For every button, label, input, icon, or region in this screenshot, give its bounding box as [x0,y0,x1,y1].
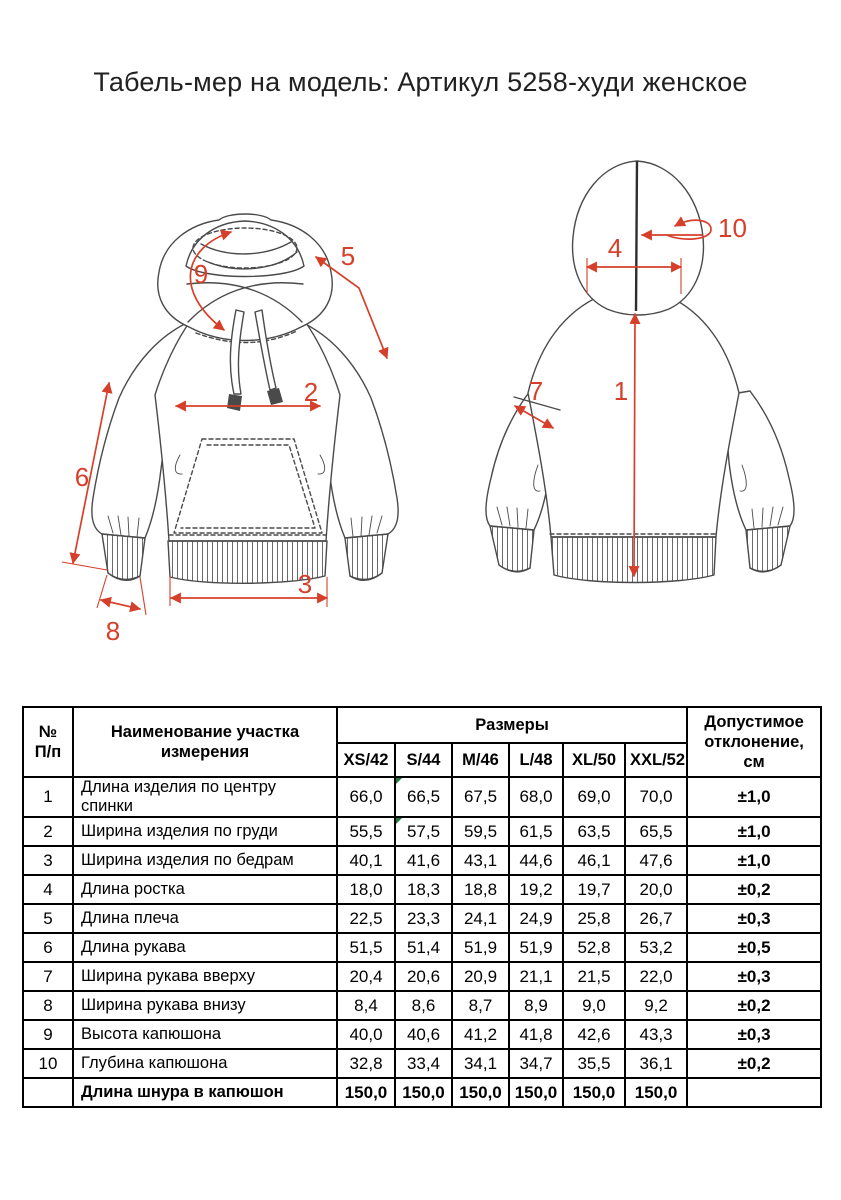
column-header-name: Наименование участка измерения [73,707,337,777]
row-value: 65,5 [625,817,687,846]
row-num: 4 [23,875,73,904]
table-row [23,904,821,933]
row-tolerance: ±0,3 [687,1020,821,1049]
size-header-xs42: XS/42 [337,743,395,777]
row-name: Ширина изделия по груди [73,817,337,846]
row-value: 19,7 [563,875,625,904]
row-value: 20,0 [625,875,687,904]
row-tolerance [687,1078,821,1107]
size-header-xxl52: XXL/52 [625,743,687,777]
row-value: 68,0 [509,777,563,817]
row-name: Ширина изделия по бедрам [73,846,337,875]
row-tolerance: ±1,0 [687,777,821,817]
row-name: Ширина рукава внизу [73,991,337,1020]
row-value: 24,1 [452,904,509,933]
table-row [23,991,821,1020]
table-row [23,777,821,817]
row-value: 51,9 [452,933,509,962]
row-num: 8 [23,991,73,1020]
row-name: Длина шнура в капюшон [73,1078,337,1107]
dim-label-sleeve-top-width: 7 [528,376,544,406]
page-title: Табель-мер на модель: Артикул 5258-худи женское [93,67,748,98]
row-value: 19,2 [509,875,563,904]
column-header-sizes-group: Размеры [337,707,687,743]
row-value: 51,5 [337,933,395,962]
row-num: 3 [23,846,73,875]
row-value: 41,6 [395,846,452,875]
row-value: 51,4 [395,933,452,962]
row-value: 20,4 [337,962,395,991]
row-name: Длина рукава [73,933,337,962]
row-value: 150,0 [509,1078,563,1107]
row-value: 32,8 [337,1049,395,1078]
row-value: 150,0 [563,1078,625,1107]
row-num: 10 [23,1049,73,1078]
row-value: 40,0 [337,1020,395,1049]
row-num: 9 [23,1020,73,1049]
row-value: 69,0 [563,777,625,817]
row-value: 25,8 [563,904,625,933]
row-value: 43,1 [452,846,509,875]
row-name: Высота капюшона [73,1020,337,1049]
row-value: 9,2 [625,991,687,1020]
row-value: 66,0 [337,777,395,817]
size-header-m46: M/46 [452,743,509,777]
row-value: 150,0 [337,1078,395,1107]
table-row [23,1020,821,1049]
dim-label-hem-width: 3 [297,569,313,599]
row-value: 21,5 [563,962,625,991]
back-hood [573,161,704,315]
row-name: Глубина капюшона [73,1049,337,1078]
row-value: 53,2 [625,933,687,962]
row-value: 52,8 [563,933,625,962]
row-value: 26,7 [625,904,687,933]
row-value: 9,0 [563,991,625,1020]
row-value: 66,5 [395,777,452,817]
column-header-number: № П/п [23,707,73,777]
row-value: 59,5 [452,817,509,846]
row-value: 40,1 [337,846,395,875]
row-tolerance: ±0,2 [687,1049,821,1078]
row-value: 61,5 [509,817,563,846]
row-value: 42,6 [563,1020,625,1049]
dim-label-hood-depth: 10 [718,213,747,243]
row-num: 2 [23,817,73,846]
column-header-tolerance: Допустимое отклонение, см [687,707,821,777]
dim-label-hood-height: 9 [193,259,209,289]
row-value: 41,8 [509,1020,563,1049]
row-tolerance: ±0,3 [687,962,821,991]
table-row [23,846,821,875]
row-value: 35,5 [563,1049,625,1078]
front-view-drawing [55,145,445,645]
dim-label-back-length: 1 [613,376,629,406]
row-value: 8,7 [452,991,509,1020]
row-name: Ширина рукава вверху [73,962,337,991]
row-value: 55,5 [337,817,395,846]
row-value: 24,9 [509,904,563,933]
back-view-drawing [450,145,840,645]
table-row [23,1078,821,1107]
row-tolerance: ±0,3 [687,904,821,933]
size-header-s44: S/44 [395,743,452,777]
row-tolerance: ±0,5 [687,933,821,962]
table-row [23,875,821,904]
row-num: 7 [23,962,73,991]
size-header-xl50: XL/50 [563,743,625,777]
row-value: 18,8 [452,875,509,904]
dim-label-sleeve-length: 6 [74,462,90,492]
row-num [23,1078,73,1107]
row-tolerance: ±0,2 [687,991,821,1020]
row-num: 5 [23,904,73,933]
row-value: 67,5 [452,777,509,817]
row-name: Длина ростка [73,875,337,904]
row-value: 150,0 [452,1078,509,1107]
row-value: 40,6 [395,1020,452,1049]
dim-label-hood-width: 4 [607,233,623,263]
row-value: 34,7 [509,1049,563,1078]
dim-label-cuff-width: 8 [105,616,121,645]
row-value: 44,6 [509,846,563,875]
front-hood [158,214,333,343]
row-value: 8,6 [395,991,452,1020]
row-value: 33,4 [395,1049,452,1078]
measurement-table [22,706,822,1108]
table-row [23,1049,821,1078]
row-num: 1 [23,777,73,817]
row-value: 20,9 [452,962,509,991]
row-num: 6 [23,933,73,962]
table-row [23,962,821,991]
row-value: 8,9 [509,991,563,1020]
row-value: 23,3 [395,904,452,933]
row-value: 22,0 [625,962,687,991]
row-name: Длина плеча [73,904,337,933]
row-name: Длина изделия по центру спинки [73,777,337,817]
row-value: 20,6 [395,962,452,991]
row-value: 150,0 [625,1078,687,1107]
dim-label-shoulder-length: 5 [340,241,356,271]
row-value: 70,0 [625,777,687,817]
row-value: 18,0 [337,875,395,904]
table-row [23,933,821,962]
table-row [23,817,821,846]
row-value: 22,5 [337,904,395,933]
row-value: 150,0 [395,1078,452,1107]
row-value: 21,1 [509,962,563,991]
row-value: 8,4 [337,991,395,1020]
row-value: 43,3 [625,1020,687,1049]
row-value: 51,9 [509,933,563,962]
row-value: 34,1 [452,1049,509,1078]
back-body [514,295,739,583]
row-value: 41,2 [452,1020,509,1049]
size-header-l48: L/48 [509,743,563,777]
row-value: 36,1 [625,1049,687,1078]
row-value: 57,5 [395,817,452,846]
row-value: 46,1 [563,846,625,875]
row-value: 63,5 [563,817,625,846]
front-body [155,320,340,583]
row-tolerance: ±0,2 [687,875,821,904]
table-body [23,777,821,1107]
row-value: 47,6 [625,846,687,875]
row-value: 18,3 [395,875,452,904]
row-tolerance: ±1,0 [687,846,821,875]
row-tolerance: ±1,0 [687,817,821,846]
dim-label-chest-width: 2 [303,377,319,407]
